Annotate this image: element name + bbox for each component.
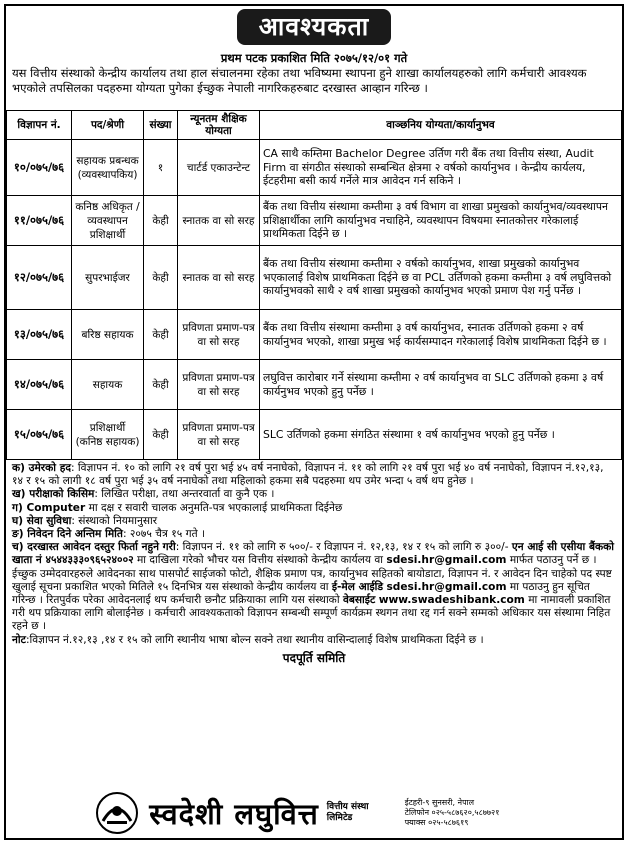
post-name: कनिष्ठ अधिकृत /व्यवस्थापन प्रशिक्षार्थी (72, 196, 144, 246)
fax: फ्याक्स ०२५-५८७६१९ (404, 818, 469, 827)
post-name: सुपरभाईजर (72, 246, 144, 310)
table-row (7, 360, 622, 410)
ad-number: १२/०७५/७६ (7, 246, 72, 310)
exam-type (12, 488, 616, 501)
header-post: पद/श्रेणी (72, 111, 144, 140)
ad-number: १३/०७५/७६ (7, 310, 72, 360)
exam-type-label: ख) परीक्षाको किसिम (12, 488, 95, 501)
min-qualification: स्नातक वा सो सरह (178, 246, 260, 310)
age-limit (12, 462, 616, 488)
header-ad-no: विज्ञापन नं. (7, 111, 72, 140)
desired-qualification: बैंक तथा वित्तीय संस्थामा कम्तीमा २ वर्षको कार्यानुभव, शाखा प्रमुखको कार्यानुभव भएकालाई विशेष प्राथमिकता दिईने छ वा PCL उर्तिणको हकमा कम्तीमा ३ वर्ष लघुवित्तको कार्यानुभवको साथै २ वर्ष शाखा प्रमुखको कार्यानुभव भएको प्रमाण पेश गर्नु पर्नेछ । (260, 246, 622, 310)
application-fee (12, 541, 616, 567)
post-name: सहायक प्रबन्धक (व्यवस्थापकिय) (72, 140, 144, 196)
application-deadline-text: : २०७५ चैत्र १५ गते । (122, 528, 206, 541)
website-link[interactable]: www.swadeshibank.com (378, 594, 525, 607)
table-row (7, 140, 622, 196)
table-row (7, 310, 622, 360)
age-limit-label: क) उमेरको हद (12, 462, 71, 474)
application-deadline-label: ङ) निवेदन दिने अन्तिम मिति (12, 528, 123, 541)
exam-type-text: : लिखित परीक्षा, तथा अन्तरवार्ता वा कुनै एक । (94, 488, 275, 501)
note (12, 634, 616, 647)
hr-email-link-2[interactable]: sdesi.hr@gmail.com (386, 580, 507, 593)
service-facility-label: घ) सेवा सुविधा (12, 514, 72, 527)
service-facility-text: : संस्थाको नियमानुसार (71, 514, 158, 527)
bank-name: स्वदेशी लघुवित्त (149, 796, 319, 831)
intro-paragraph: यस वित्तीय संस्थाको केन्द्रीय कार्यालय तथा हाल संचालनमा रहेका तथा भविष्यमा स्थापना हुने शाखा कार्यालयहरुको लागि कर्मचारी आवश्यक भएकोले तपसिलका पदहरुमा योग्यता पुगेका ईच्छुक नेपाली नागरिकहरुबाट दरखास्त आव्हान गरिन्छ । (12, 66, 587, 95)
computer-skill-text: मा दक्ष र सवारी चालक अनुमति-पत्र भएकालाई प्राथमिकता दिईनेछ (88, 501, 343, 514)
post-count: केही (144, 196, 178, 246)
terms-section (6, 460, 622, 647)
post-name: बरिष्ठ सहायक (72, 310, 144, 360)
application-deadline (12, 528, 616, 541)
bank-subtitle-line-1: वित्तीय संस्था (326, 802, 369, 812)
table-row (7, 196, 622, 246)
application-fee-label: च) दरखास्त आवेदन दस्तुर फिर्ता नहुने गरी (12, 541, 176, 554)
website-label: वेबसाईट (342, 594, 376, 607)
application-instructions (12, 568, 616, 634)
application-fee-text-3: मार्फत पठाउनु पर्ने छ । (509, 554, 597, 567)
footer (6, 788, 622, 838)
table-header-row (7, 111, 622, 140)
swadeshi-logo-icon (93, 791, 141, 835)
bank-subtitle (327, 802, 371, 824)
bank-account-number: एन आई सी एसीया बैंकको खाता नं ४५४४३३३०९६५२४००२ (12, 541, 615, 567)
application-fee-text-2: मा दाखिला गरेको भौचर यस वित्तीय संस्थाको केन्द्रीय कार्यलय वा (136, 554, 384, 567)
ad-number: १५/०७५/७६ (7, 410, 72, 460)
min-qualification: प्रविणता प्रमाण-पत्र वा सो सरह (178, 410, 260, 460)
min-qualification: प्रविणता प्रमाण-पत्र वा सो सरह (178, 310, 260, 360)
post-count: केही (144, 310, 178, 360)
desired-qualification: बैंक तथा वित्तीय संस्थामा कम्तीमा ३ वर्ष कार्यानुभव, स्नातक उर्तिणको हकमा २ वर्ष कार्यानुभव भएको, शाखा प्रमुख भई कार्यसम्पादन गरेकालाई विशेष प्राथमिकता दिईने छ । (260, 310, 622, 360)
post-name: सहायक (72, 360, 144, 410)
header-min-qual: न्यूनतम शैक्षिक योग्यता (178, 111, 260, 140)
ad-number: १०/०७५/७६ (7, 140, 72, 196)
recruitment-committee: पदपूर्ति समिति (282, 650, 346, 665)
table-row (7, 246, 622, 310)
ad-number: १४/०७५/७६ (7, 360, 72, 410)
service-facility (12, 515, 616, 528)
ad-number: ११/०७५/७६ (7, 196, 72, 246)
min-qualification: प्रविणता प्रमाण-पत्र वा सो सरह (178, 360, 260, 410)
bank-subtitle-line-2: लिमिटेड (326, 813, 353, 823)
contact-info (405, 798, 535, 828)
banner-wrapper (6, 9, 622, 49)
vacancy-notice (4, 4, 624, 840)
application-fee-text: : विज्ञापन नं. ११ को लागि रु ५००/- र विज्ञापन नं. १२,१३, १४ र १५ को लागि रु ३००/- (175, 541, 509, 554)
email-id-label: ई-मेल आईडि (331, 580, 384, 593)
age-limit-text: : विज्ञापन नं. १० को लागि २१ वर्ष पुरा भई ४५ वर्ष ननाघेको, विज्ञापन नं. ११ को लागि २१ वर्ष पुरा भई ४० वर्ष ननाघेको, विज्ञापन नं.१२,१३, १४ र १५ को लागी १८ वर्ष पुरा भई ३५ वर्ष ननाघेको तथा महिलाको हकमा सबै पदहरुमा थप उमेर भन्दा ५ वर्ष थप हुनेछ । (12, 462, 604, 488)
note-text: :विज्ञापन नं.१२,१३ ,१४ र १५ को लागि स्थानीय भाषा बोल्न सक्ने तथा स्थानीय वासिन्दालाई विशेष प्राथमिकता दिईने छ । (25, 633, 484, 646)
min-qualification: स्नातक वा सो सरह (178, 196, 260, 246)
post-count: केही (144, 246, 178, 310)
post-count: १ (144, 140, 178, 196)
address: ईटहरी-९ सुनसरी, नेपाल (404, 798, 475, 807)
desired-qualification: लघुवित्त कारोबार गर्ने संस्थामा कम्तीमा २ वर्ष कार्यानुभव वा SLC उर्तिणको हकमा ३ वर्ष कार्यनुभव भएको हुनु पर्नेछ । (260, 360, 622, 410)
application-instructions-text-2: मा पठाउनु हुन सूचित गरिन्छ । रितपुर्वक परेका आवेदनलाई थप कर्मचारी छनौट प्रक्रियाका लागि यस संस्थाको (12, 580, 590, 607)
application-instructions-text-3: मा नामावली प्रकाशित गरी थप प्रक्रियाका लागि बोलाईनेछ । कर्मचारी आवश्यकताको विज्ञापन सम्बन्धी सम्पूर्ण कार्यक्रम स्थगन तथा रद्द गर्न सक्ने सम्मको अधिकार यस संस्थामा निहित रहने छ । (12, 594, 611, 633)
header-count: संख्या (144, 111, 178, 140)
desired-qualification: SLC उर्तिणको हकमा संगठित संस्थामा १ वर्ष कार्यानुभव भएको हुनु पर्नेछ । (260, 410, 622, 460)
post-name: प्रशिक्षार्थी (कनिष्ठ सहायक) (72, 410, 144, 460)
desired-qualification: बैंक तथा वित्तीय संस्थामा कम्तीमा ३ वर्ष विभाग वा शाखा प्रमुखको कार्यानुभव/व्यवस्थापन प्रशिक्षार्थीका लागि कार्यानुभव नचाहिने, व्यवस्थापन विषयमा स्नातकोत्तर गरेकालाई प्राथमिकता दिईने छ । (260, 196, 622, 246)
post-count: केही (144, 410, 178, 460)
vacancy-table (6, 110, 622, 460)
note-label: नोट (12, 633, 26, 646)
phone: टेलिफोन ०२५-५८७६२०,५८७७२१ (404, 808, 500, 817)
computer-skill (12, 502, 616, 515)
header-desired: वाञ्छनिय योग्यता/कार्यानुभव (260, 111, 622, 140)
min-qualification: चार्टर्ड एकाउन्टेन्ट (178, 140, 260, 196)
publication-date: प्रथम पटक प्रकाशित मिति २०७५/१२/०१ गते (220, 51, 408, 65)
application-instructions-text-1: ईच्छुक उम्मेदवारहरुले आवेदनका साथ पासपोर्ट साईजको फोटो, शैक्षिक प्रमाण पत्र, कार्यानुभव सहितको बायोडाटा, विज्ञापन नं. र आवेदन दिन चाहेको पद स्पष्ट खुलाई सूचना प्रकाशित भएको मितिले १५ दिनभित्र यस संस्थाको केन्द्रीय कार्यलय वा (12, 567, 612, 593)
post-count: केही (144, 360, 178, 410)
table-row (7, 410, 622, 460)
desired-qualification: CA साथै कम्तिमा Bachelor Degree उर्तिण गरी बैंक तथा वित्तीय संस्था, Audit Firm वा संगठीत संस्थाको सम्बन्धित क्षेत्रमा २ वर्षको कार्यानुभव । केन्द्रीय कार्यलय, ईटहरीमा बसी कार्य गर्नेले मात्र आवेदन गर्न सकिने । (260, 140, 622, 196)
hr-email-link[interactable]: sdesi.hr@gmail.com (386, 554, 507, 567)
computer-skill-label: ग) Computer (12, 501, 86, 514)
notice-title: आवश्यकता (237, 9, 392, 45)
